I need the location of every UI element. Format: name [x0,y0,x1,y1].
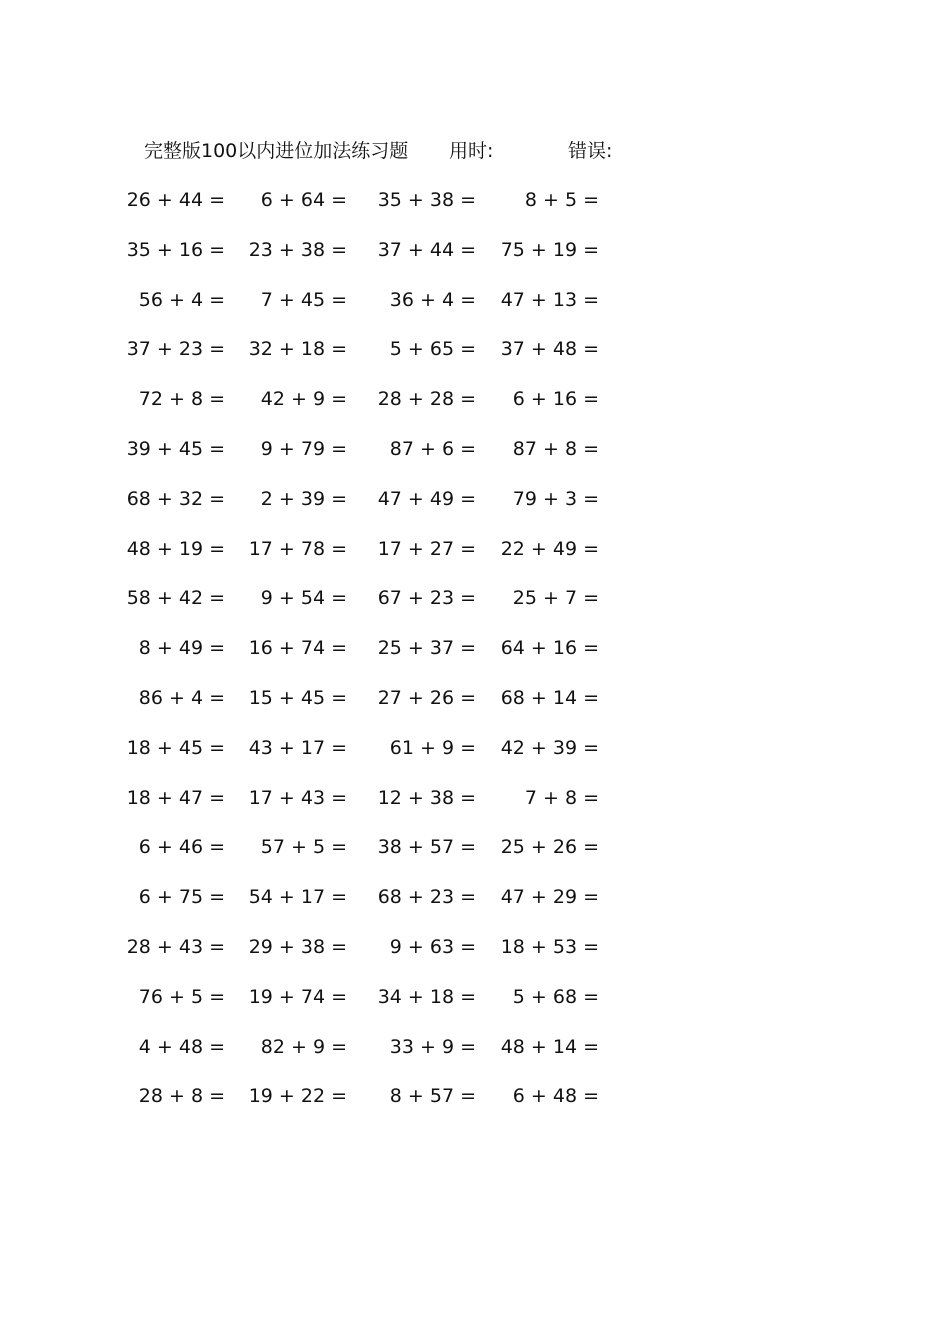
math-problem: 43 + 17 = [248,737,347,759]
math-problem: 61 + 9 = [389,737,476,759]
math-problem: 18 + 47 = [126,787,225,809]
math-problem: 42 + 39 = [500,737,599,759]
math-problem: 87 + 6 = [389,438,476,460]
math-problem: 8 + 57 = [389,1085,476,1107]
math-problem: 28 + 28 = [377,388,476,410]
math-problem: 8 + 5 = [524,189,599,211]
math-problem: 28 + 43 = [126,936,225,958]
math-problem: 58 + 42 = [126,587,225,609]
math-problem: 47 + 13 = [500,289,599,311]
math-problem: 68 + 14 = [500,687,599,709]
math-problem: 6 + 48 = [512,1085,599,1107]
math-problem: 22 + 49 = [500,538,599,560]
math-problem: 33 + 9 = [389,1036,476,1058]
math-problem: 34 + 18 = [377,986,476,1008]
math-problem: 37 + 44 = [377,239,476,261]
math-problem: 32 + 18 = [248,338,347,360]
math-problem: 25 + 37 = [377,637,476,659]
math-problem: 6 + 46 = [138,836,225,858]
math-problem: 23 + 38 = [248,239,347,261]
math-problem: 47 + 49 = [377,488,476,510]
math-problem: 17 + 27 = [377,538,476,560]
time-used-label: 用时: [449,140,494,162]
math-problem: 5 + 68 = [512,986,599,1008]
math-problem: 48 + 14 = [500,1036,599,1058]
math-problem: 17 + 43 = [248,787,347,809]
math-problem: 29 + 38 = [248,936,347,958]
math-problem: 9 + 79 = [260,438,347,460]
math-problem: 54 + 17 = [248,886,347,908]
math-problem: 64 + 16 = [500,637,599,659]
math-problem: 28 + 8 = [138,1085,225,1107]
math-problem: 37 + 23 = [126,338,225,360]
math-problem: 38 + 57 = [377,836,476,858]
math-problem: 79 + 3 = [512,488,599,510]
math-problem: 87 + 8 = [512,438,599,460]
math-problem: 25 + 26 = [500,836,599,858]
math-problem: 27 + 26 = [377,687,476,709]
math-problem: 42 + 9 = [260,388,347,410]
math-problem: 18 + 53 = [500,936,599,958]
math-problem: 4 + 48 = [138,1036,225,1058]
math-problem: 18 + 45 = [126,737,225,759]
math-problem: 12 + 38 = [377,787,476,809]
math-problem: 56 + 4 = [138,289,225,311]
math-problem: 16 + 74 = [248,637,347,659]
math-problem: 8 + 49 = [138,637,225,659]
math-problem: 7 + 45 = [260,289,347,311]
math-problem: 68 + 23 = [377,886,476,908]
worksheet-title: 完整版100以内进位加法练习题 [144,140,409,162]
math-problem: 35 + 38 = [377,189,476,211]
math-problem: 9 + 63 = [389,936,476,958]
math-problem: 26 + 44 = [126,189,225,211]
math-problem: 86 + 4 = [138,687,225,709]
math-problem: 37 + 48 = [500,338,599,360]
math-problem: 35 + 16 = [126,239,225,261]
math-problem: 15 + 45 = [248,687,347,709]
math-problem: 25 + 7 = [512,587,599,609]
math-problem: 19 + 22 = [248,1085,347,1107]
math-problem: 67 + 23 = [377,587,476,609]
math-problem: 75 + 19 = [500,239,599,261]
math-problem: 5 + 65 = [389,338,476,360]
math-problem: 68 + 32 = [126,488,225,510]
math-problem: 6 + 64 = [260,189,347,211]
math-problem: 39 + 45 = [126,438,225,460]
math-problem: 2 + 39 = [260,488,347,510]
math-problem: 48 + 19 = [126,538,225,560]
math-problem: 7 + 8 = [524,787,599,809]
math-problem: 9 + 54 = [260,587,347,609]
math-problem: 57 + 5 = [260,836,347,858]
math-problem: 6 + 75 = [138,886,225,908]
math-problem: 6 + 16 = [512,388,599,410]
math-problem: 82 + 9 = [260,1036,347,1058]
math-problem: 19 + 74 = [248,986,347,1008]
error-count-label: 错误: [568,140,613,162]
math-problem: 17 + 78 = [248,538,347,560]
math-problem: 47 + 29 = [500,886,599,908]
math-problem: 72 + 8 = [138,388,225,410]
math-problem: 36 + 4 = [389,289,476,311]
math-problem: 76 + 5 = [138,986,225,1008]
